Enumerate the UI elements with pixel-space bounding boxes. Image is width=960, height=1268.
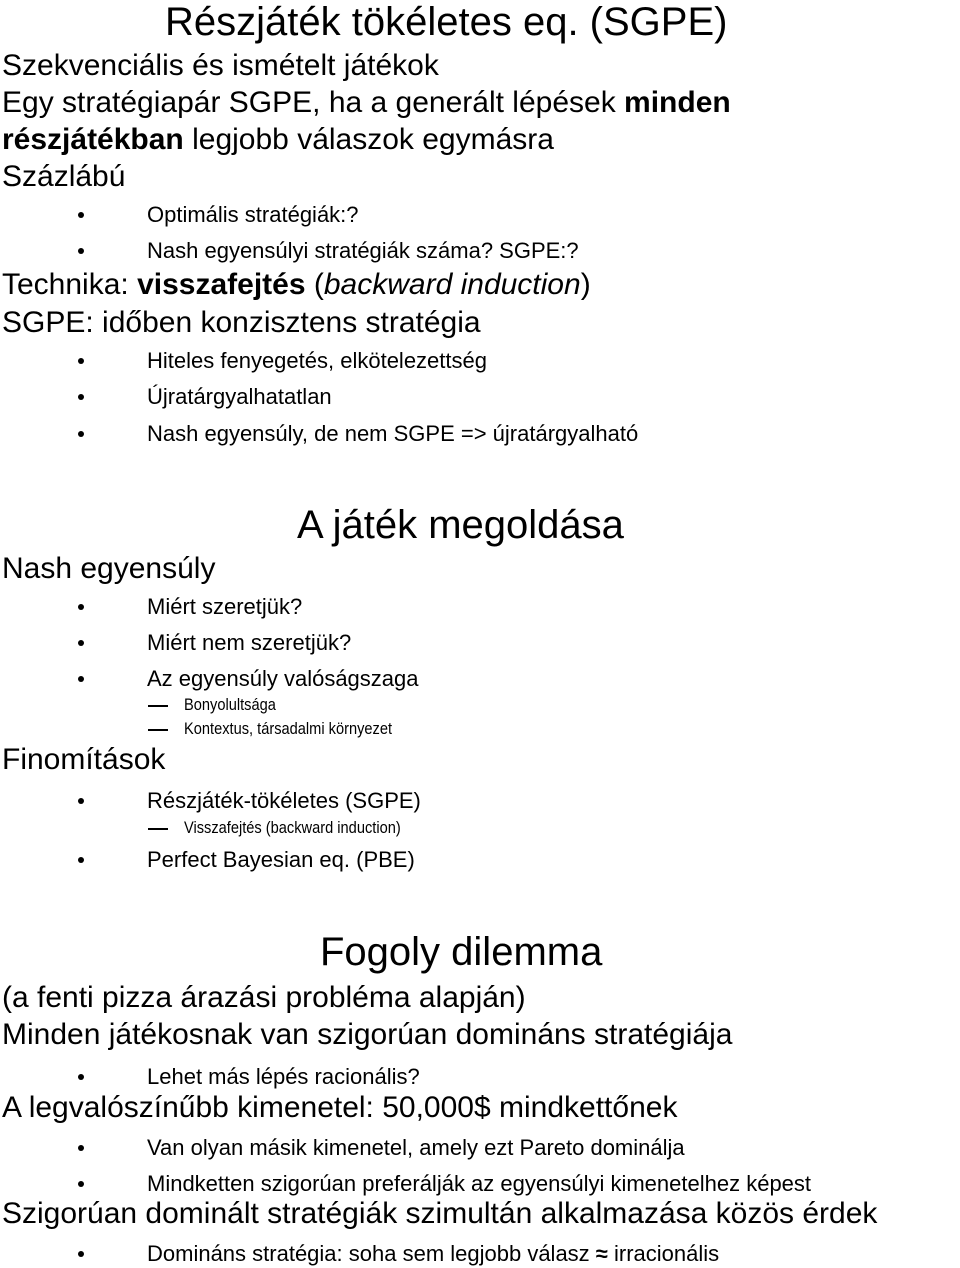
slide1-line-2: Egy stratégiapár SGPE, ha a generált lépések minden: [2, 86, 731, 119]
bullet-icon: [78, 1145, 84, 1151]
slide2-bullet-3: Az egyensúly valóságszaga: [147, 666, 419, 691]
slide1-line-1: Szekvenciális és ismételt játékok: [2, 49, 439, 82]
slide1-bullet-3: Hiteles fenyegetés, elkötelezettség: [147, 348, 487, 373]
slide3-line-1: (a fenti pizza árazási probléma alapján): [2, 981, 526, 1014]
slide2-bullet-2: Miért nem szeretjük?: [147, 630, 352, 655]
slide3-line-3: A legvalószínűbb kimenetel: 50,000$ mindkettőnek: [2, 1091, 678, 1124]
bullet-icon: [78, 676, 84, 682]
slide2-title: A játék megoldása: [297, 503, 624, 547]
slide1-line-5: Technika: visszafejtés (backward induction): [2, 268, 591, 301]
bullet-icon: [78, 212, 84, 218]
slide3-title: Fogoly dilemma: [320, 930, 603, 974]
bullet-icon: [78, 1074, 84, 1080]
slide2-bullet-4: Részjáték-tökéletes (SGPE): [147, 788, 421, 813]
dash-icon: [148, 729, 168, 731]
slide3-line-4: Szigorúan dominált stratégiák szimultán alkalmazása közös érdek: [2, 1197, 878, 1230]
slide1-line-4: Százlábú: [2, 160, 126, 193]
slide2-bullet-1: Miért szeretjük?: [147, 594, 303, 619]
slide1-title: Részjáték tökéletes eq. (SGPE): [165, 0, 728, 44]
slide3-bullet-1: Lehet más lépés racionális?: [147, 1064, 420, 1089]
slide2-sub-2: Kontextus, társadalmi környezet: [184, 719, 393, 738]
bullet-icon: [78, 604, 84, 610]
bullet-icon: [78, 857, 84, 863]
slide2-line-1: Nash egyensúly: [2, 552, 216, 585]
slide1-bullet-1: Optimális stratégiák:?: [147, 202, 359, 227]
slide3-bullet-3: Mindketten szigorúan preferálják az egyensúlyi kimenetelhez képest: [147, 1171, 812, 1196]
slide1-bullet-5: Nash egyensúly, de nem SGPE => újratárgyalható: [147, 421, 639, 446]
slide2-sub-3: Visszafejtés (backward induction): [184, 818, 401, 837]
slide1-line-3: részjátékban legjobb válaszok egymásra: [2, 123, 554, 156]
slide3-bullet-4: Domináns stratégia: soha sem legjobb válasz ≈ irracionális: [147, 1241, 720, 1266]
bullet-icon: [78, 358, 84, 364]
bullet-icon: [78, 1251, 84, 1257]
bullet-icon: [78, 798, 84, 804]
slide3-bullet-2: Van olyan másik kimenetel, amely ezt Pareto dominálja: [147, 1135, 685, 1160]
slide1-bullet-2: Nash egyensúlyi stratégiák száma? SGPE:?: [147, 238, 579, 263]
slide1-bullet-4: Újratárgyalhatatlan: [147, 384, 332, 409]
slide3-line-2: Minden játékosnak van szigorúan domináns stratégiája: [2, 1018, 733, 1051]
dash-icon: [148, 705, 168, 707]
bullet-icon: [78, 1181, 84, 1187]
slide2-bullet-5: Perfect Bayesian eq. (PBE): [147, 847, 415, 872]
bullet-icon: [78, 431, 84, 437]
bullet-icon: [78, 248, 84, 254]
bullet-icon: [78, 640, 84, 646]
slide1-line-6: SGPE: időben konzisztens stratégia: [2, 306, 481, 339]
dash-icon: [148, 828, 168, 830]
slide2-line-2: Finomítások: [2, 743, 166, 776]
slide2-sub-1: Bonyolultsága: [184, 695, 276, 714]
bullet-icon: [78, 394, 84, 400]
